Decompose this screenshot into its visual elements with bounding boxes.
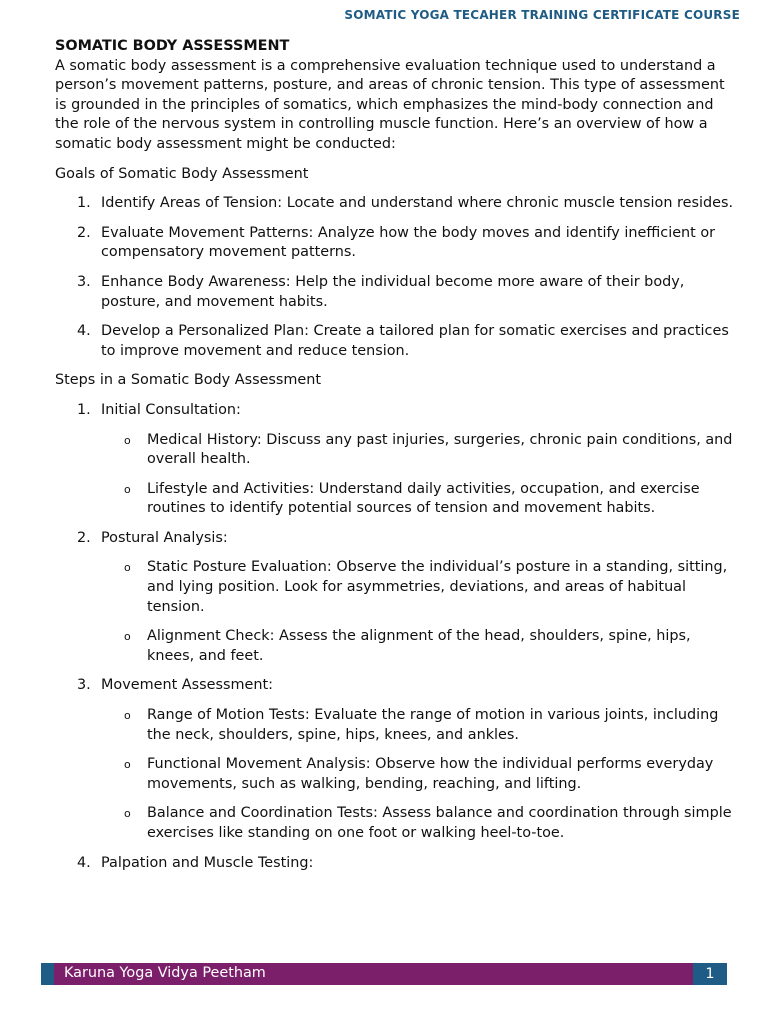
sub-item-text: Medical History: Discuss any past injuries, surgeries, chronic pain conditions, and overall health.	[147, 431, 733, 468]
sub-item-text: Range of Motion Tests: Evaluate the range of motion in various joints, including the neck, shoulders, spine, hips, knees, and ankles.	[147, 707, 719, 743]
goal-number: 2.	[77, 224, 91, 241]
goal-number: 3.	[77, 273, 91, 290]
goals-list	[55, 194, 739, 361]
step-sublist	[101, 706, 739, 844]
course-header: SOMATIC YOGA TECAHER TRAINING CERTIFICATE COURSE	[344, 8, 740, 22]
goal-text: Develop a Personalized Plan: Create a tailored plan for somatic exercises and practices to improve movement and reduce tension.	[101, 323, 729, 359]
step-number: 4.	[77, 854, 91, 871]
sub-item-text: Functional Movement Analysis: Observe how the individual performs everyday movements, such as walking, bending, reaching, and lifting.	[147, 756, 714, 792]
goal-number: 1.	[77, 195, 91, 212]
intro-paragraph: A somatic body assessment is a comprehensive evaluation technique used to understand a person’s movement patterns, posture, and areas of chronic tension. This type of assessment is grounded in the principles of somatics, which emphasizes the mind-body connection and the role of the nervous system in controlling muscle function. Here’s an overview of how a somatic body assessment might be conducted:	[55, 57, 725, 152]
step-title: Movement Assessment:	[101, 677, 273, 694]
goal-item	[55, 322, 739, 361]
step-number: 2.	[77, 529, 91, 546]
bullet-icon: o	[124, 482, 131, 496]
bullet-icon: o	[124, 807, 131, 821]
sub-item	[101, 627, 739, 666]
steps-list	[55, 401, 739, 873]
step-sublist	[101, 431, 739, 519]
sub-item	[101, 431, 739, 470]
bullet-icon: o	[124, 561, 131, 575]
goal-text: Identify Areas of Tension: Locate and understand where chronic muscle tension resides.	[101, 195, 734, 212]
sub-item	[101, 755, 739, 794]
goal-item	[55, 224, 739, 263]
goals-heading: Goals of Somatic Body Assessment	[55, 165, 309, 182]
bullet-icon: o	[124, 709, 131, 723]
page-number: 1	[693, 963, 727, 985]
step-title: Palpation and Muscle Testing:	[101, 854, 314, 871]
bullet-icon: o	[124, 630, 131, 644]
footer-band	[41, 963, 727, 985]
step-title: Initial Consultation:	[101, 401, 241, 418]
bullet-icon: o	[124, 433, 131, 447]
document-body	[55, 37, 739, 883]
goal-text: Enhance Body Awareness: Help the individual become more aware of their body, posture, and movement habits.	[101, 273, 685, 310]
step-number: 1.	[77, 401, 91, 418]
step-item	[55, 401, 739, 519]
sub-item	[101, 706, 739, 745]
step-item	[55, 854, 739, 874]
sub-item-text: Balance and Coordination Tests: Assess balance and coordination through simple exercises like standing on one foot or walking heel-to-toe.	[147, 805, 732, 841]
document-title: SOMATIC BODY ASSESSMENT	[55, 38, 290, 54]
step-item	[55, 676, 739, 843]
sub-item-text: Static Posture Evaluation: Observe the individual’s posture in a standing, sitting, and lying position. Look for asymmetries, deviations, and areas of habitual tension.	[147, 559, 728, 615]
footer-accent	[41, 963, 54, 985]
footer-org-name: Karuna Yoga Vidya Peetham	[64, 965, 266, 981]
step-item	[55, 529, 739, 667]
step-sublist	[101, 558, 739, 666]
goal-text: Evaluate Movement Patterns: Analyze how the body moves and identify inefficient or compensatory movement patterns.	[101, 224, 716, 261]
goal-number: 4.	[77, 323, 91, 340]
sub-item	[101, 804, 739, 843]
bullet-icon: o	[124, 758, 131, 772]
goal-item	[55, 194, 739, 214]
goal-item	[55, 273, 739, 312]
sub-item-text: Lifestyle and Activities: Understand daily activities, occupation, and exercise routines to identify potential sources of tension and movement habits.	[147, 480, 700, 517]
sub-item	[101, 558, 739, 617]
steps-heading: Steps in a Somatic Body Assessment	[55, 372, 322, 389]
sub-item	[101, 480, 739, 519]
step-number: 3.	[77, 677, 91, 694]
step-title: Postural Analysis:	[101, 529, 228, 546]
sub-item-text: Alignment Check: Assess the alignment of the head, shoulders, spine, hips, knees, and feet.	[147, 628, 691, 664]
